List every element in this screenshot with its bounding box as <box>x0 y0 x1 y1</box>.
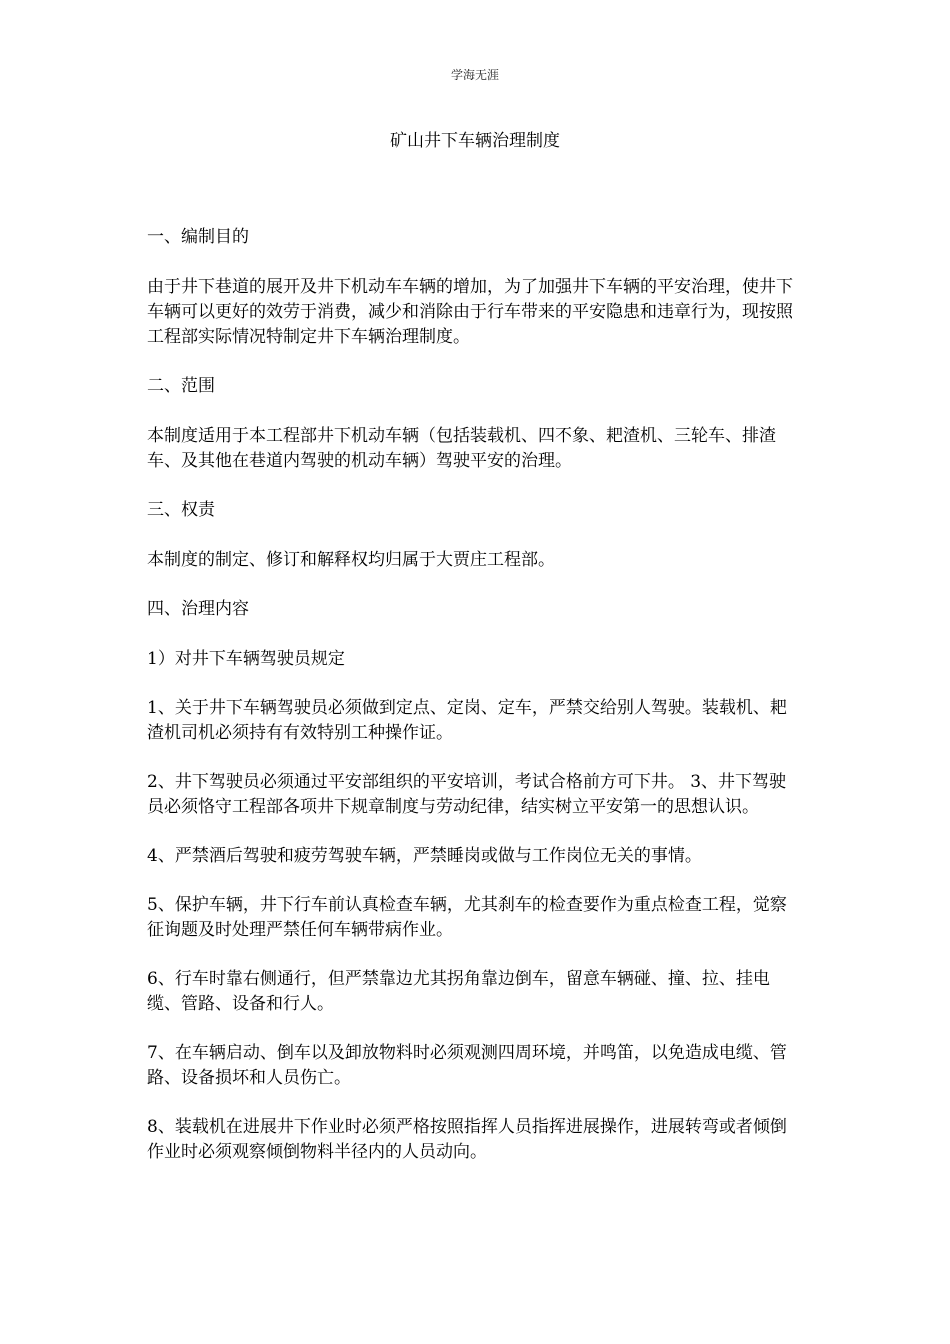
paragraph-scope: 本制度适用于本工程部井下机动车辆（包括装载机、四不象、耙渣机、三轮车、排渣车、及其他在巷道内驾驶的机动车辆）驾驶平安的治理。 <box>147 426 776 471</box>
rule-item-7: 7、在车辆启动、倒车以及卸放物料时必须观测四周环境，并鸣笛，以免造成电缆、管路、设备损坏和人员伤亡。 <box>147 1043 787 1088</box>
section-heading-scope: 二、范围 <box>147 376 215 396</box>
paragraph-authority: 本制度的制定、修订和解释权均归属于大贾庄工程部。 <box>147 550 555 570</box>
section-heading-purpose: 一、编制目的 <box>147 227 249 247</box>
rule-item-4: 4、严禁酒后驾驶和疲劳驾驶车辆，严禁睡岗或做与工作岗位无关的事情。 <box>147 846 702 866</box>
rule-item-6: 6、行车时靠右侧通行，但严禁靠边尤其拐角靠边倒车，留意车辆碰、撞、拉、挂电缆、管路、设备和行人。 <box>147 969 770 1014</box>
paragraph-purpose: 由于井下巷道的展开及井下机动车车辆的增加，为了加强井下车辆的平安治理，使井下车辆可以更好的效劳于消费，减少和消除由于行车带来的平安隐患和违章行为，现按照工程部实际情况特制定井下车辆治理制度。 <box>147 277 793 347</box>
rule-item-5: 5、保护车辆，井下行车前认真检查车辆，尤其刹车的检查要作为重点检查工程，觉察征询题及时处理严禁任何车辆带病作业。 <box>147 895 787 940</box>
rule-item-2-3: 2、井下驾驶员必须通过平安部组织的平安培训，考试合格前方可下井。 3、井下驾驶员必须恪守工程部各项井下规章制度与劳动纪律，结实树立平安第一的思想认识。 <box>147 772 787 817</box>
rule-item-1: 1、关于井下车辆驾驶员必须做到定点、定岗、定车，严禁交给别人驾驶。装载机、耙渣机司机必须持有有效特别工种操作证。 <box>147 698 787 743</box>
section-heading-authority: 三、权责 <box>147 500 215 520</box>
section-heading-content: 四、治理内容 <box>147 599 249 619</box>
rule-item-8: 8、装载机在进展井下作业时必须严格按照指挥人员指挥进展操作，进展转弯或者倾倒作业时必须观察倾倒物料半径内的人员动向。 <box>147 1117 787 1162</box>
document-body <box>147 225 799 1189</box>
page-header: 学海无涯 <box>450 68 499 82</box>
document-title: 矿山井下车辆治理制度 <box>390 131 560 151</box>
subsection-heading-driver-rules: 1）对井下车辆驾驶员规定 <box>147 649 345 669</box>
